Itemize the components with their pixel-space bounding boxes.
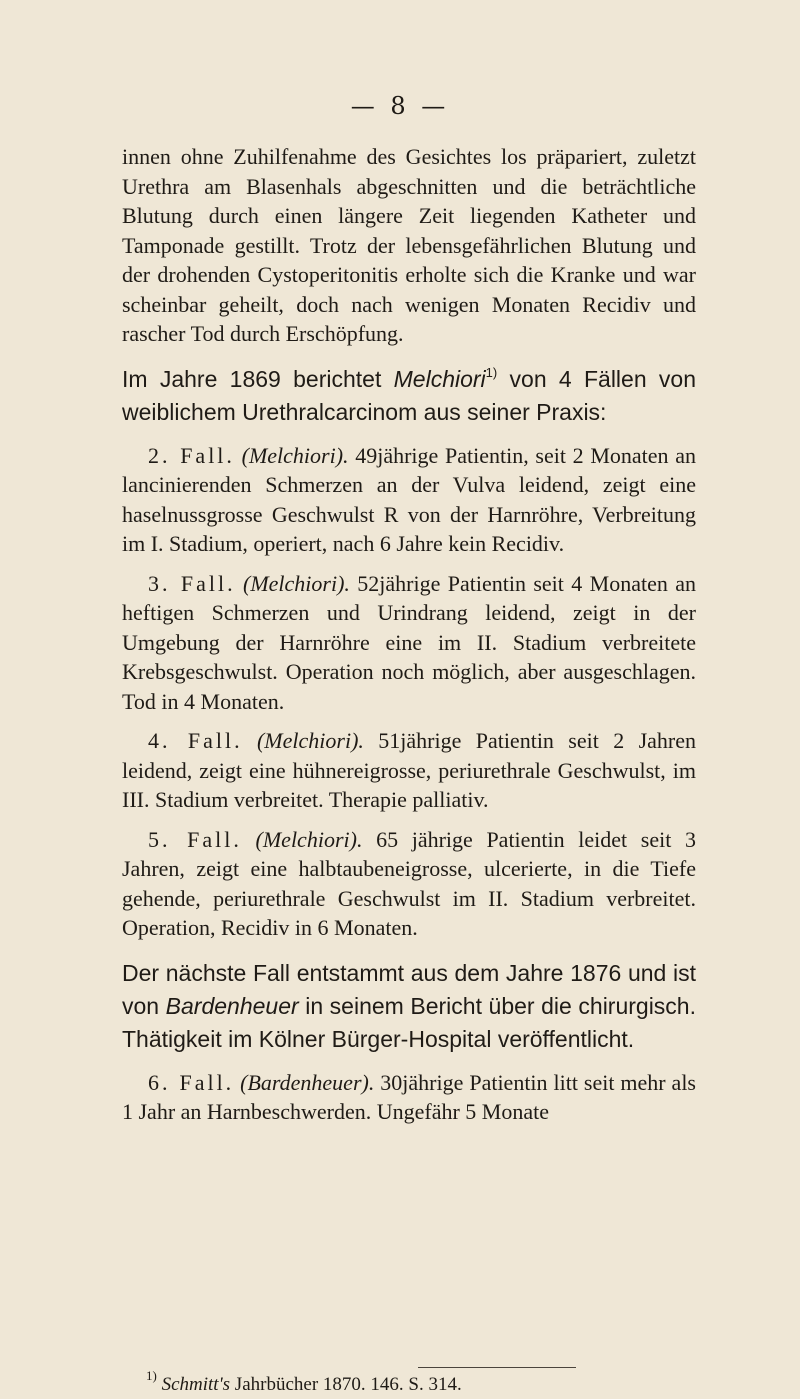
case-3 — [122, 569, 696, 717]
case-4 — [122, 726, 696, 815]
paragraph-continuation: innen ohne Zuhilfenahme des Gesichtes los präpariert, zuletzt Urethra am Blasenhals abgeschnitten und die beträchtliche Blutung durch einen längere Zeit liegenden Katheter und Tamponade gestillt. Trotz der lebensgefährlichen Blutung und der drohenden Cystoperitonitis erholte sich die Kranke und war scheinbar geheilt, doch nach wenigen Monaten Recidiv und rascher Tod durch Erschöpfung. — [122, 144, 696, 346]
case-text: 52jährige Patientin seit 4 Monaten an heftigen Schmerzen und Urindrang leidend, zeigt in der Umgebung der Harnröhre eine im II. Stadium verbreitete Krebsgeschwulst. Operation noch möglich, aber ausgeschlagen. Tod in 4 Monaten. — [122, 570, 697, 714]
case-label: 4. Fall. — [148, 728, 243, 753]
case-author: (Melchiori). — [255, 826, 363, 852]
footnote — [146, 1368, 706, 1397]
case-6 — [122, 1068, 696, 1127]
author-name: Melchiori — [393, 365, 486, 392]
author-name: Bardenheuer — [165, 992, 299, 1019]
footnote-text: Jahrbücher 1870. 146. S. 314. — [230, 1374, 462, 1395]
case-5 — [122, 825, 696, 943]
case-label: 3. Fall. — [148, 570, 236, 596]
footnote-author: Schmitt's — [161, 1374, 231, 1395]
case-label: 2. Fall. — [148, 442, 235, 468]
case-text: 51jährige Patientin seit 2 Jahren leidend, zeigt eine hühnereigrosse, periurethrale Geschwulst, im III. Stadium verbreitet. Therapie palliativ. — [122, 728, 697, 812]
case-text: 49jährige Patientin, seit 2 Monaten an lancinierenden Schmerzen an der Vulva leidend, zeigt eine haselnussgrosse Geschwulst R von der Harnröhre, Verbreitung im I. Stadium, operiert, nach 6 Jahre kein Recidiv. — [122, 442, 697, 556]
paragraph-melchiori-intro: Im Jahre 1869 berichtet Melchiori$^{1)}$ von 4 Fällen von weiblichem Urethralcarcinom aus seiner Praxis: — [122, 364, 696, 425]
case-author: (Bardenheuer). — [240, 1069, 375, 1095]
paragraph-bardenheuer-intro: Der nächste Fall entstammt aus dem Jahre 1876 und ist von Bardenheuer in seinem Bericht über die chirurgisch. Thätigkeit im Kölner Bürger-Hospital veröffentlicht. — [122, 959, 696, 1052]
case-text: 30jährige Patientin litt seit mehr als 1 Jahr an Harnbeschwerden. Ungefähr 5 Monate — [122, 1069, 696, 1124]
case-label: 6. Fall. — [148, 1069, 235, 1095]
body-text — [122, 142, 696, 1137]
footnote-reference: 1) — [485, 364, 498, 380]
page-number: — 8 — — [350, 92, 450, 120]
case-2 — [122, 441, 696, 559]
footnote-divider — [418, 1367, 576, 1368]
footnote-mark: 1) — [146, 1368, 157, 1383]
case-text: 65 jährige Patientin leidet seit 3 Jahren, zeigt eine halbtaubeneigrosse, ulcerierte, in die Tiefe gehende, periurethrale Geschwulst im II. Stadium verbreitet. Operation, Recidiv in 6 Monaten. — [122, 826, 697, 940]
case-author: (Melchiori). — [241, 442, 349, 468]
case-label: 5. Fall. — [148, 826, 242, 852]
case-author: (Melchiori). — [243, 570, 350, 596]
case-author: (Melchiori). — [256, 728, 364, 753]
